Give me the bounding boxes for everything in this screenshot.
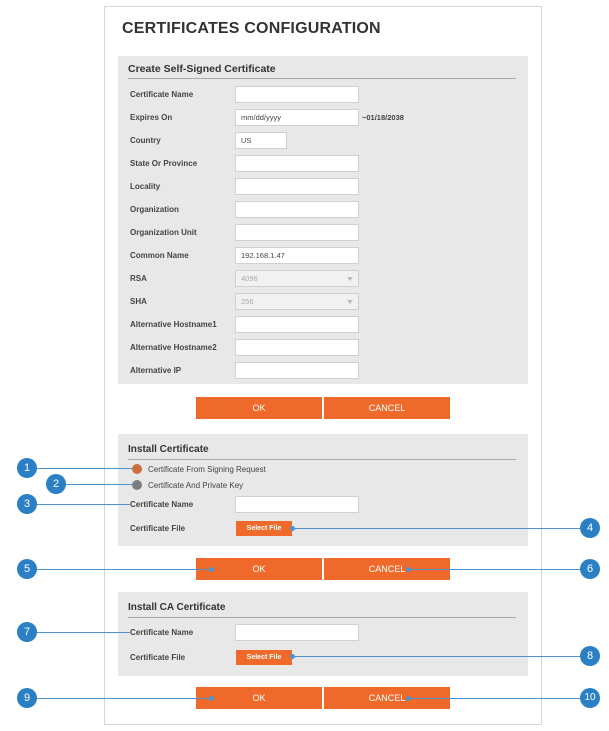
install-cert-name-label: Certificate Name	[130, 500, 194, 509]
install-ca-name-input[interactable]	[235, 624, 359, 641]
callout-6-dot	[406, 567, 411, 572]
organization-input[interactable]	[235, 201, 359, 218]
callout-9-leader	[27, 698, 211, 699]
state-input[interactable]	[235, 155, 359, 172]
alt-ip-input[interactable]	[235, 362, 359, 379]
rsa-select[interactable]: 4096	[235, 270, 359, 287]
callout-3: 3	[17, 494, 37, 514]
self-signed-divider	[128, 78, 516, 79]
callout-10: 10	[580, 688, 600, 708]
field-label-rsa: RSA	[130, 274, 147, 283]
radio-signing-request[interactable]	[132, 464, 142, 474]
callout-10-leader	[408, 698, 590, 699]
install-ca-cancel-button[interactable]: CANCEL	[324, 687, 450, 709]
sha-select[interactable]: 256	[235, 293, 359, 310]
field-label-alt-ip: Alternative IP	[130, 366, 182, 375]
callout-8-leader	[292, 656, 590, 657]
install-ca-title: Install CA Certificate	[128, 602, 226, 613]
install-ca-name-label: Certificate Name	[130, 628, 194, 637]
install-cert-title: Install Certificate	[128, 444, 209, 455]
self-signed-ok-button[interactable]: OK	[196, 397, 322, 419]
field-label-certificate-name: Certificate Name	[130, 90, 194, 99]
field-label-expires-on: Expires On	[130, 113, 173, 122]
field-label-organization-unit: Organization Unit	[130, 228, 197, 237]
callout-6: 6	[580, 559, 600, 579]
install-cert-cancel-button[interactable]: CANCEL	[324, 558, 450, 580]
install-ca-ok-button[interactable]: OK	[196, 687, 322, 709]
self-signed-title: Create Self-Signed Certificate	[128, 63, 276, 75]
callout-8: 8	[580, 646, 600, 666]
expires-on-input[interactable]: mm/dd/yyyy	[235, 109, 359, 126]
callout-4-dot	[290, 526, 295, 531]
callout-4: 4	[580, 518, 600, 538]
callout-9: 9	[17, 688, 37, 708]
callout-8-dot	[290, 654, 295, 659]
certificate-name-input[interactable]	[235, 86, 359, 103]
install-cert-file-label: Certificate File	[130, 524, 186, 533]
common-name-input[interactable]: 192.168.1.47	[235, 247, 359, 264]
radio-signing-request-label: Certificate From Signing Request	[148, 465, 266, 474]
expires-hint: ~01/18/2038	[362, 113, 404, 122]
field-label-sha: SHA	[130, 297, 147, 306]
callout-9-dot	[209, 696, 214, 701]
field-label-alt-hostname1: Alternative Hostname1	[130, 320, 217, 329]
radio-private-key[interactable]	[132, 480, 142, 490]
install-ca-divider	[128, 617, 516, 618]
install-cert-ok-button[interactable]: OK	[196, 558, 322, 580]
callout-10-dot	[406, 696, 411, 701]
callout-5-dot	[209, 567, 214, 572]
self-signed-cancel-button[interactable]: CANCEL	[324, 397, 450, 419]
callout-1: 1	[17, 458, 37, 478]
callout-2-leader	[56, 484, 132, 485]
alt-hostname2-input[interactable]	[235, 339, 359, 356]
install-cert-select-file-button[interactable]: Select File	[236, 521, 292, 536]
locality-input[interactable]	[235, 178, 359, 195]
callout-5: 5	[17, 559, 37, 579]
install-ca-file-label: Certificate File	[130, 653, 186, 662]
callout-7: 7	[17, 622, 37, 642]
field-label-organization: Organization	[130, 205, 179, 214]
organization-unit-input[interactable]	[235, 224, 359, 241]
field-label-alt-hostname2: Alternative Hostname2	[130, 343, 217, 352]
field-label-common-name: Common Name	[130, 251, 189, 260]
page-title: CERTIFICATES CONFIGURATION	[122, 20, 381, 37]
install-ca-select-file-button[interactable]: Select File	[236, 650, 292, 665]
country-input[interactable]: US	[235, 132, 287, 149]
install-cert-divider	[128, 459, 516, 460]
alt-hostname1-input[interactable]	[235, 316, 359, 333]
field-label-state: State Or Province	[130, 159, 198, 168]
callout-7-leader	[27, 632, 130, 633]
field-label-locality: Locality	[130, 182, 161, 191]
install-cert-name-input[interactable]	[235, 496, 359, 513]
callout-5-leader	[27, 569, 211, 570]
callout-1-leader	[27, 468, 132, 469]
radio-private-key-label: Certificate And Private Key	[148, 481, 244, 490]
callout-4-leader	[292, 528, 590, 529]
callout-6-leader	[408, 569, 590, 570]
self-signed-section	[118, 56, 528, 384]
field-label-country: Country	[130, 136, 161, 145]
callout-2: 2	[46, 474, 66, 494]
callout-3-leader	[27, 504, 130, 505]
